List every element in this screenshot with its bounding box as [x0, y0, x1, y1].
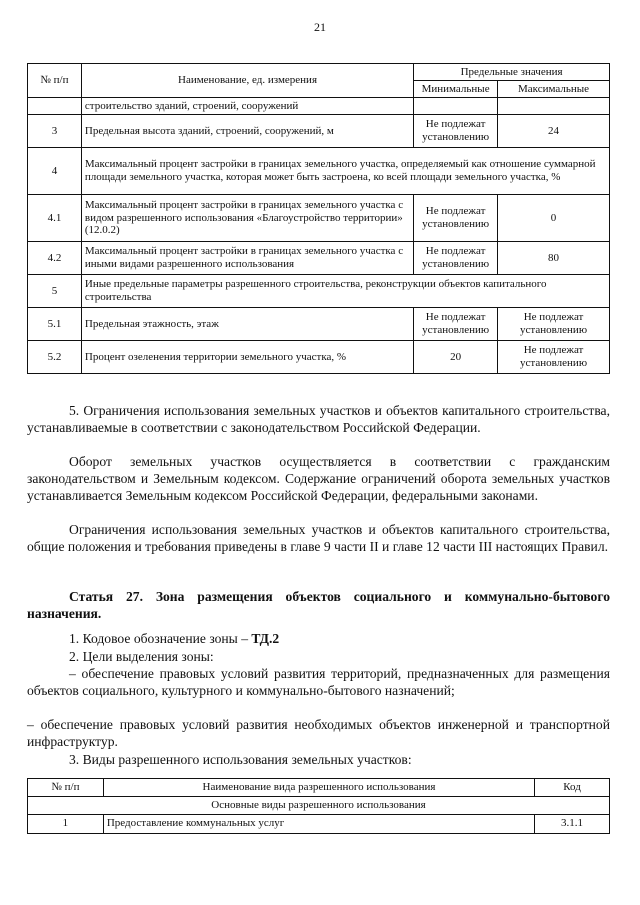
row-name: Предельная этажность, этаж: [81, 308, 413, 341]
row-num: 5: [28, 275, 82, 308]
header-name: Наименование, ед. измерения: [81, 64, 413, 98]
row-name: Процент озеленения территории земельного участка, %: [81, 341, 413, 374]
table-row: [28, 341, 610, 374]
row-max: 24: [498, 115, 610, 148]
row-code: 3.1.1: [535, 815, 610, 833]
row-num: 1: [28, 815, 104, 833]
table-row: [28, 98, 610, 115]
header-min: Минимальные: [414, 81, 498, 98]
permitted-use-label: 3. Виды разрешенного использования земельных участков:: [69, 752, 412, 767]
header-code: Код: [535, 779, 610, 797]
row-name: Предельная высота зданий, строений, сооружений, м: [81, 115, 413, 148]
zone-goals-label: 2. Цели выделения зоны:: [69, 649, 214, 664]
header-use-name: Наименование вида разрешенного использования: [103, 779, 534, 797]
table-row: [28, 242, 610, 275]
goal-bullet-2: – обеспечение правовых условий развития необходимых объектов инженерной и транспортной инфраструктур.: [27, 717, 610, 749]
paragraph-restrictions-ref: Ограничения использования земельных участков и объектов капитального строительства, общие положения и требования приведены в главе 9 части II и главе 12 части III настоящих Правил.: [27, 522, 610, 554]
row-min: Не подлежат установлению: [414, 308, 498, 341]
paragraph-land-turnover: Оборот земельных участков осуществляется в соответствии с гражданским законодательством и Земельным кодексом. Содержание ограничений оборота земельных участков устанавливается Земельным кодексом Российской Федерации, федеральными законами.: [27, 454, 610, 503]
row-max: 0: [498, 195, 610, 242]
header-limits: Предельные значения: [414, 64, 610, 81]
row-num: 5.2: [28, 341, 82, 374]
row-max: 80: [498, 242, 610, 275]
row-min: 20: [414, 341, 498, 374]
row-num: 5.1: [28, 308, 82, 341]
header-max: Максимальные: [498, 81, 610, 98]
page-number: 21: [314, 20, 326, 34]
table-row: [28, 275, 610, 308]
row-num: 4.2: [28, 242, 82, 275]
row-num: 4: [28, 148, 82, 195]
header-num: № п/п: [28, 779, 104, 797]
row-name: Максимальный процент застройки в границах земельного участка, определяемый как отношение суммарной площади земельного участка, которая может быть застроена, ко всей площади земельного участка, %: [81, 148, 609, 195]
permitted-use-table: [27, 778, 610, 834]
row-min: [414, 98, 498, 115]
zone-code-line: [27, 630, 610, 647]
row-use-name: Предоставление коммунальных услуг: [103, 815, 534, 833]
limits-table: [27, 63, 610, 374]
table-row: [28, 148, 610, 195]
row-max: Не подлежат установлению: [498, 341, 610, 374]
row-name: Иные предельные параметры разрешенного строительства, реконструкции объектов капитального строительства: [81, 275, 609, 308]
row-max: Не подлежат установлению: [498, 308, 610, 341]
section-row: Основные виды разрешенного использования: [28, 797, 610, 815]
row-min: Не подлежат установлению: [414, 242, 498, 275]
row-name: Максимальный процент застройки в границах земельного участка с иными видами разрешенного использования: [81, 242, 413, 275]
zone-code-value: ТД.2: [251, 631, 280, 646]
article-heading: Статья 27. Зона размещения объектов социального и коммунально-бытового назначения.: [27, 589, 610, 621]
paragraph-restrictions: 5. Ограничения использования земельных участков и объектов капитального строительства, устанавливаемые в соответствии с законодательством Российской Федерации.: [27, 403, 610, 435]
row-max: [498, 98, 610, 115]
header-num: № п/п: [28, 64, 82, 98]
table-row: [28, 815, 610, 833]
row-name: строительство зданий, строений, сооружений: [81, 98, 413, 115]
row-num: 3: [28, 115, 82, 148]
row-name: Максимальный процент застройки в границах земельного участка с видом разрешенного использования «Благоустройство территории» (12.0.2): [81, 195, 413, 242]
row-min: Не подлежат установлению: [414, 195, 498, 242]
table-row: [28, 308, 610, 341]
row-num: 4.1: [28, 195, 82, 242]
goal-bullet-1: – обеспечение правовых условий развития территорий, предназначенных для размещения объектов социального, культурного и коммунально-бытового назначений;: [27, 666, 610, 698]
row-num: [28, 98, 82, 115]
table-row: [28, 195, 610, 242]
row-min: Не подлежат установлению: [414, 115, 498, 148]
zone-code-label: 1. Кодовое обозначение зоны –: [69, 631, 252, 646]
table-row: [28, 115, 610, 148]
